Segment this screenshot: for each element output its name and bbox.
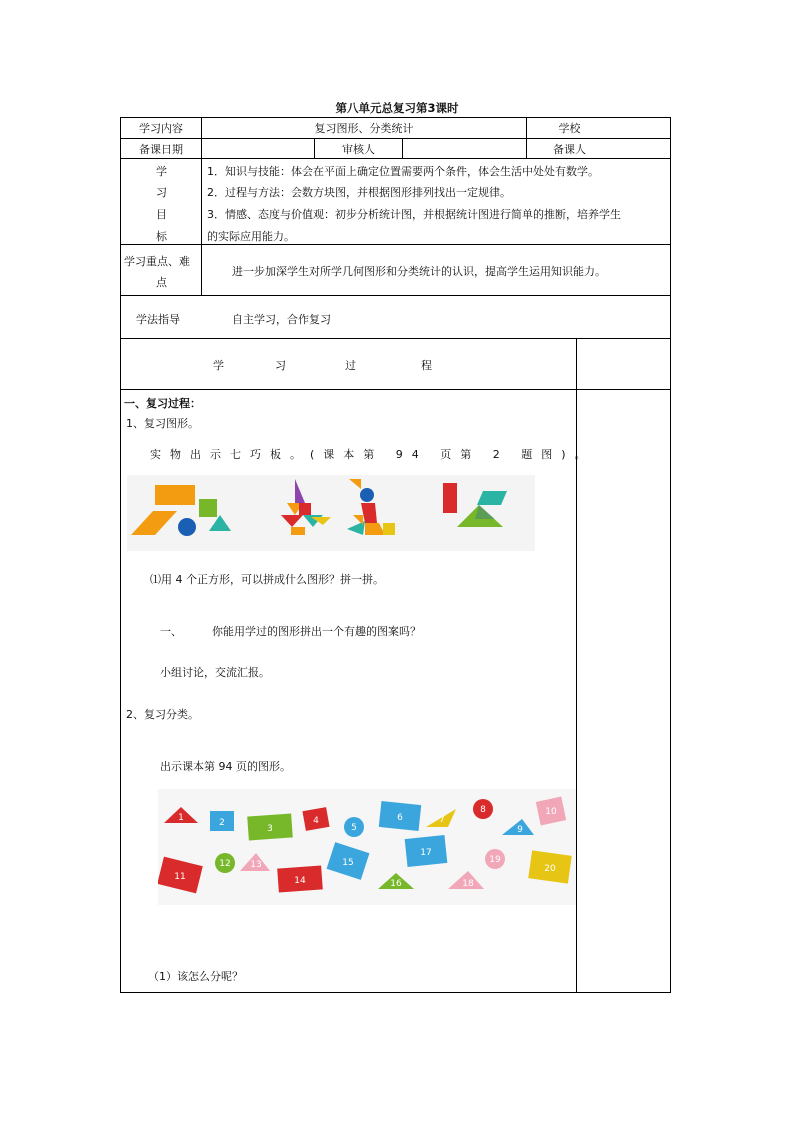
shape-label-12: 12 bbox=[219, 859, 231, 869]
process-heading: 一、复习过程： bbox=[124, 397, 201, 410]
tangram-figure bbox=[127, 475, 535, 551]
shape-label-20: 20 bbox=[544, 864, 556, 874]
shape-label-9: 9 bbox=[517, 825, 523, 835]
question-3: （1）该怎么分呢？ bbox=[148, 970, 243, 983]
method-label: 学法指导 bbox=[136, 313, 180, 326]
reviewer-label: 审核人 bbox=[342, 142, 375, 156]
tangram-square bbox=[199, 499, 217, 517]
shape-label-1: 1 bbox=[178, 813, 184, 823]
objective-line-3: 3．情感、态度与价值观：初步分析统计图，并根据统计图进行简单的推断，培养学生 bbox=[207, 208, 621, 221]
table-border-bottom bbox=[120, 992, 671, 993]
page-title: 第八单元总复习第3课时 bbox=[335, 101, 459, 115]
key-points-value: 进一步加深学生对所学几何图形和分类统计的认识，提高学生运用知识能力。 bbox=[232, 265, 606, 278]
table-border-right bbox=[670, 117, 671, 993]
discussion: 小组讨论，交流汇报。 bbox=[160, 666, 270, 679]
objective-line-2: 2．过程与方法：会数方块图，并根据图形排列找出一定规律。 bbox=[207, 186, 511, 199]
tangram-circle bbox=[178, 518, 196, 536]
school-label: 学校 bbox=[558, 122, 581, 135]
shape-label-3: 3 bbox=[267, 824, 273, 834]
objective-line-1: 1．知识与技能：体会在平面上确定位置需要两个条件，体会生活中处处有数学。 bbox=[207, 165, 599, 178]
process-header-3: 过 bbox=[345, 359, 356, 372]
objectives-label-2: 习 bbox=[156, 186, 167, 199]
section-1-title: 1、复习图形。 bbox=[126, 417, 199, 430]
section-2-show: 出示课本第 94 页的图形。 bbox=[160, 760, 291, 773]
shape-label-19: 19 bbox=[489, 855, 501, 865]
shape-label-7: 7 bbox=[439, 815, 445, 825]
key-points-label-2: 点 bbox=[156, 276, 167, 289]
method-value: 自主学习，合作复习 bbox=[232, 313, 331, 326]
question-1: ⑴用 4 个正方形，可以拼成什么图形？拼一拼。 bbox=[150, 573, 384, 586]
tangram-rect bbox=[155, 485, 195, 505]
key-points-label-1: 学习重点、难 bbox=[124, 255, 190, 268]
content-label: 学习内容 bbox=[139, 122, 183, 135]
content-value: 复习图形、分类统计 bbox=[314, 122, 414, 135]
shape-label-8: 8 bbox=[480, 805, 486, 815]
question-2-number: 一、 bbox=[160, 625, 182, 638]
shape-label-11: 11 bbox=[174, 872, 186, 882]
objective-line-4: 的实际应用能力。 bbox=[207, 230, 295, 243]
shape-label-4: 4 bbox=[313, 816, 319, 826]
shape-label-10: 10 bbox=[545, 807, 557, 817]
objectives-label-1: 学 bbox=[156, 165, 167, 178]
shape-label-5: 5 bbox=[351, 823, 357, 833]
shape-label-15: 15 bbox=[342, 858, 354, 868]
shape-label-17: 17 bbox=[420, 848, 432, 858]
process-header-2: 习 bbox=[275, 359, 286, 372]
shape-label-16: 16 bbox=[390, 879, 402, 889]
shape-label-14: 14 bbox=[294, 876, 306, 886]
question-2: 你能用学过的图形拼出一个有趣的图案吗？ bbox=[212, 625, 421, 638]
process-header-1: 学 bbox=[213, 359, 224, 372]
objectives-label-4: 标 bbox=[156, 230, 167, 243]
objectives-label-3: 目 bbox=[156, 208, 167, 221]
preparer-label: 备课人 bbox=[553, 142, 586, 156]
shape-label-13: 13 bbox=[250, 860, 262, 870]
classification-figure bbox=[158, 789, 576, 905]
table-border-left bbox=[120, 117, 121, 993]
prep-date-label: 备课日期 bbox=[139, 142, 183, 156]
shape-label-6: 6 bbox=[397, 813, 403, 823]
section-1-show: 实物出示七巧板。(课本第 94 页第 2 题图)。 bbox=[150, 448, 595, 461]
process-header-4: 程 bbox=[421, 359, 432, 372]
shape-label-18: 18 bbox=[462, 879, 474, 889]
shape-label-2: 2 bbox=[219, 818, 225, 828]
section-2-title: 2、复习分类。 bbox=[126, 708, 199, 721]
